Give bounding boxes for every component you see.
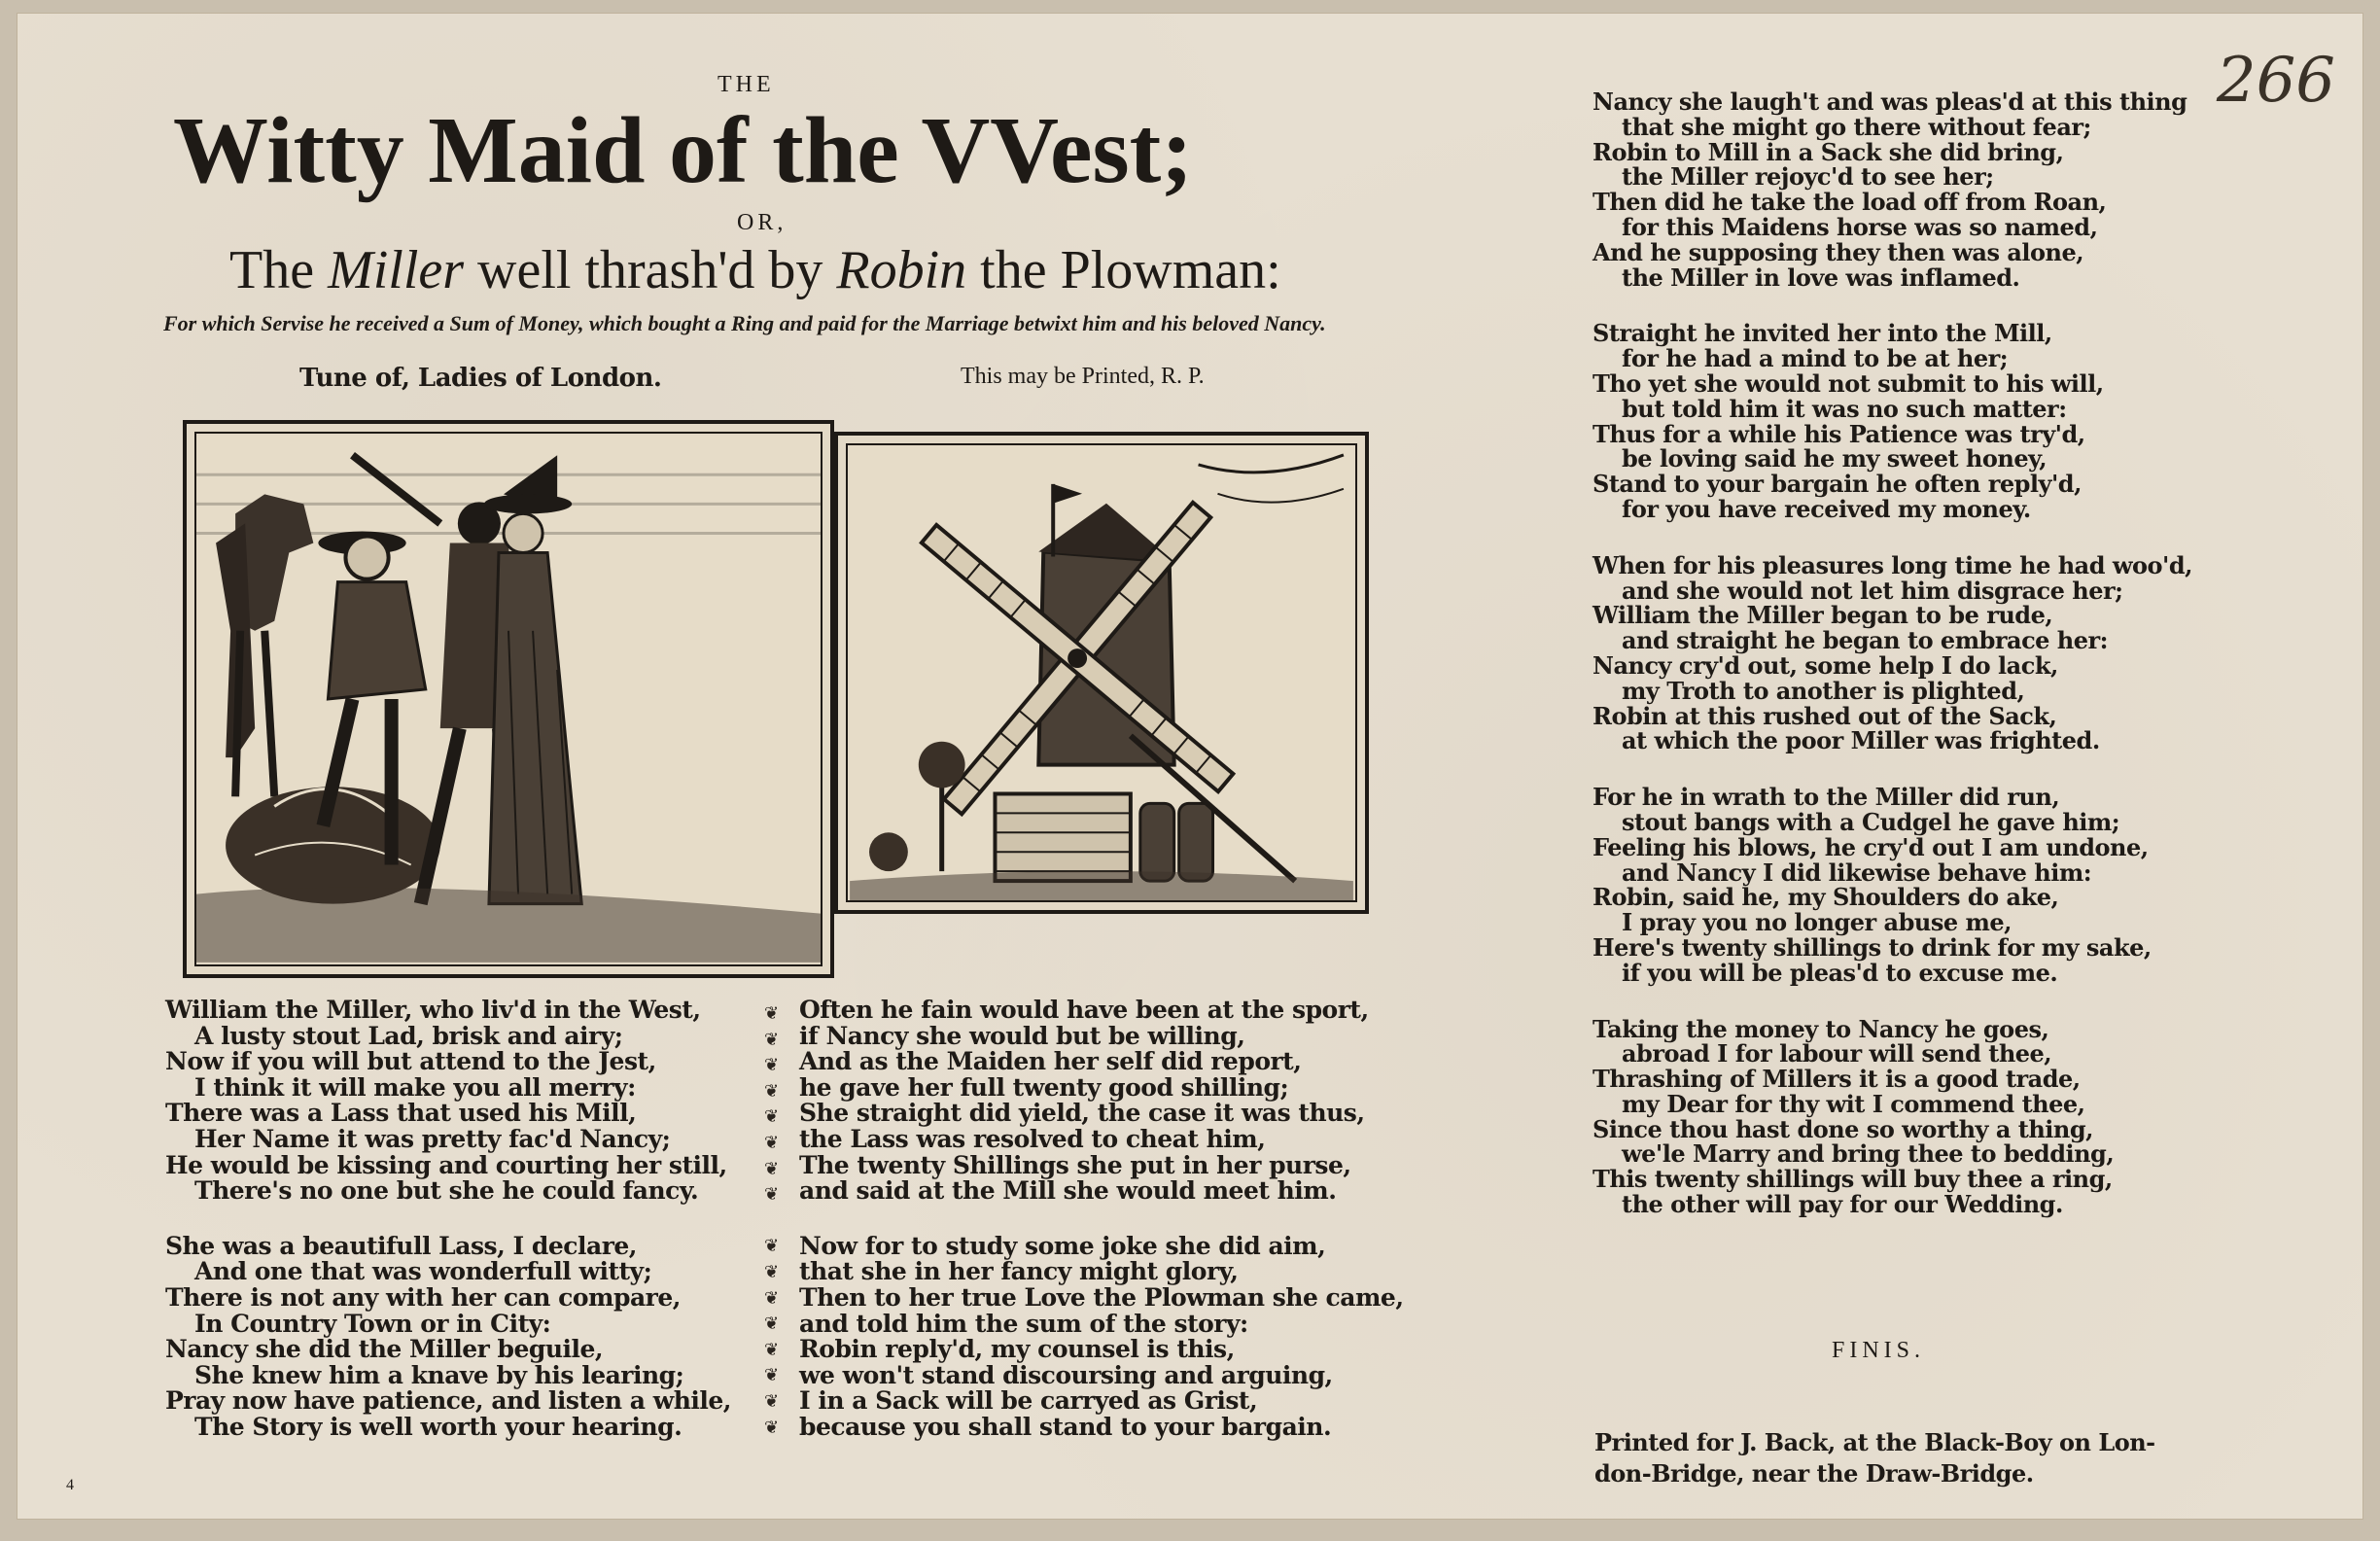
page-title: Witty Maid of the VVest; bbox=[173, 98, 1193, 203]
verse-line: For he in wrath to the Miller did run, bbox=[1592, 783, 2060, 812]
verse-line: we'le Marry and bring thee to bedding, bbox=[1622, 1139, 2115, 1169]
verse-line: A lusty stout Lad, brisk and airy; bbox=[194, 1021, 623, 1050]
verse-line: my Troth to another is plighted, bbox=[1622, 676, 2025, 705]
verse-line: and told him the sum of the story: bbox=[799, 1309, 1248, 1338]
title-or: OR, bbox=[737, 210, 788, 235]
verse-line: Often he fain would have been at the sport, bbox=[799, 996, 1369, 1024]
verse-line: the Miller in love was inflamed. bbox=[1622, 263, 2020, 292]
subtitle-part-2: well thrash'd by bbox=[464, 240, 837, 300]
verse-column-1 bbox=[165, 996, 731, 1470]
verse-line: Thrashing of Millers it is a good trade, bbox=[1592, 1065, 2081, 1094]
stanza bbox=[1592, 550, 2331, 755]
verse-line: for this Maidens horse was so named, bbox=[1622, 212, 2098, 241]
verse-line: that she might go there without fear; bbox=[1622, 112, 2091, 141]
verse-line: In Country Town or in City: bbox=[194, 1309, 551, 1338]
verse-line: Then to her true Love the Plowman she came, bbox=[799, 1282, 1404, 1312]
verse-line: Nancy she laugh't and was pleas'd at this thing bbox=[1592, 88, 2188, 116]
verse-line: William the Miller, who liv'd in the West, bbox=[165, 996, 701, 1024]
woodcut-windmill bbox=[834, 432, 1369, 914]
verse-line: my Dear for thy wit I commend thee, bbox=[1622, 1089, 2085, 1118]
verse-line: Nancy she did the Miller beguile, bbox=[165, 1335, 604, 1364]
stanza bbox=[1592, 1014, 2331, 1219]
finis-mark: FINIS. bbox=[1832, 1338, 1926, 1363]
verse-line: the other will pay for our Wedding. bbox=[1622, 1190, 2063, 1219]
verse-line: the Miller rejoyc'd to see her; bbox=[1622, 162, 1994, 192]
imprint-line-1: Printed for J. Back, at the Black-Boy on Lon- bbox=[1594, 1428, 2155, 1456]
verse-line: Here's twenty shillings to drink for my sake, bbox=[1592, 932, 2152, 962]
printer-imprint bbox=[1594, 1427, 2197, 1489]
stanza bbox=[1592, 89, 2331, 290]
broadside-sheet bbox=[18, 14, 2362, 1519]
stanza bbox=[795, 1231, 1404, 1441]
verse-line: Feeling his blows, he cry'd out I am undone, bbox=[1592, 832, 2149, 861]
verse-line: Nancy cry'd out, some help I do lack, bbox=[1592, 650, 2058, 680]
verse-line: if Nancy she would but be willing, bbox=[799, 1021, 1245, 1050]
imprint-line-2: don-Bridge, near the Draw-Bridge. bbox=[1594, 1459, 2034, 1488]
verse-line: And he supposing they then was alone, bbox=[1592, 237, 2084, 266]
verse-line: Robin to Mill in a Sack she did bring, bbox=[1592, 137, 2064, 166]
fleuron-ornament-icon: ❦ ❦ ❦ ❦ ❦ ❦ ❦ ❦ ❦ ❦ ❦ ❦ ❦ ❦ ❦ ❦ bbox=[764, 1003, 780, 1438]
tune-line: Tune of, Ladies of London. bbox=[299, 364, 662, 393]
verse-line: Robin, said he, my Shoulders do ake, bbox=[1592, 883, 2059, 912]
subtitle-robin: Robin bbox=[836, 240, 967, 300]
verse-line: She was a beautifull Lass, I declare, bbox=[165, 1231, 637, 1260]
verse-line: and said at the Mill she would meet him. bbox=[799, 1176, 1337, 1206]
verse-line: This twenty shillings will buy thee a ring, bbox=[1592, 1165, 2113, 1194]
verse-line: When for his pleasures long time he had woo'd, bbox=[1592, 550, 2193, 579]
verse-line: Straight he invited her into the Mill, bbox=[1592, 319, 2052, 348]
verse-line: abroad I for labour will send thee, bbox=[1622, 1039, 2052, 1068]
verse-line: stout bangs with a Cudgel he gave him; bbox=[1622, 807, 2120, 836]
verse-line: There's no one but she he could fancy. bbox=[194, 1176, 699, 1206]
verse-line: Then did he take the load off from Roan, bbox=[1592, 188, 2107, 217]
subtitle-description: For which Servise he received a Sum of Money, which bought a Ring and paid for the Marriage betwixt him and his beloved Nancy. bbox=[163, 311, 1326, 335]
verse-line: And one that was wonderfull witty; bbox=[194, 1257, 652, 1286]
verse-line: and Nancy I did likewise behave him: bbox=[1622, 858, 2092, 887]
verse-line: he gave her full twenty good shilling; bbox=[799, 1072, 1289, 1102]
verse-line: The Story is well worth your hearing. bbox=[194, 1412, 682, 1441]
verse-line: Now for to study some joke she did aim, bbox=[799, 1231, 1326, 1260]
verse-line: and she would not let him disgrace her; bbox=[1622, 576, 2123, 605]
verse-line: that she in her fancy might glory, bbox=[799, 1257, 1239, 1286]
verse-line: for you have received my money. bbox=[1622, 494, 2031, 523]
subtitle-miller: Miller bbox=[328, 240, 465, 300]
subtitle-part-1: The bbox=[229, 240, 329, 300]
woodcut-windmill-icon bbox=[848, 445, 1355, 900]
verse-line: Stand to your bargain he often reply'd, bbox=[1592, 470, 2082, 499]
verse-line: for he had a mind to be at her; bbox=[1622, 344, 2009, 373]
verse-line: be loving said he my sweet honey, bbox=[1622, 444, 2048, 473]
verse-line: William the Miller began to be rude, bbox=[1592, 601, 2053, 630]
verse-column-3 bbox=[1592, 89, 2331, 1248]
verse-line: She straight did yield, the case it was thus, bbox=[799, 1099, 1365, 1128]
stanza bbox=[1592, 785, 2331, 985]
verse-line: I pray you no longer abuse me, bbox=[1622, 908, 2012, 937]
verse-line: He would be kissing and courting her still, bbox=[165, 1150, 727, 1179]
verse-line: Tho yet she would not submit to his will, bbox=[1592, 368, 2104, 398]
verse-line: Now if you will but attend to the Jest, bbox=[165, 1047, 656, 1076]
verse-line: Robin reply'd, my counsel is this, bbox=[799, 1335, 1235, 1364]
verse-column-2 bbox=[795, 996, 1404, 1470]
title-the: THE bbox=[718, 72, 775, 97]
verse-line: Since thou hast done so worthy a thing, bbox=[1592, 1114, 2093, 1143]
verse-line: And as the Maiden her self did report, bbox=[799, 1047, 1302, 1076]
stanza bbox=[165, 996, 727, 1206]
license-line: This may be Printed, R. P. bbox=[961, 364, 1205, 389]
stanza bbox=[165, 1231, 731, 1441]
verse-line: because you shall stand to your bargain. bbox=[799, 1412, 1332, 1441]
verse-line: and straight he began to embrace her: bbox=[1622, 626, 2109, 655]
verse-line: Pray now have patience, and listen a while, bbox=[165, 1386, 731, 1416]
page-number: 266 bbox=[2216, 45, 2335, 117]
woodcut-thrashing-scene bbox=[183, 420, 834, 978]
stanza bbox=[1592, 321, 2331, 521]
corner-mark: 4 bbox=[66, 1477, 74, 1493]
verse-line: I think it will make you all merry: bbox=[194, 1072, 636, 1102]
verse-line: we won't stand discoursing and arguing, bbox=[799, 1360, 1333, 1389]
subtitle bbox=[229, 240, 1396, 300]
verse-line: There was a Lass that used his Mill, bbox=[165, 1099, 637, 1128]
verse-line: Taking the money to Nancy he goes, bbox=[1592, 1014, 2049, 1043]
verse-line: the Lass was resolved to cheat him, bbox=[799, 1124, 1266, 1153]
verse-line: Thus for a while his Patience was try'd, bbox=[1592, 419, 2085, 448]
verse-line: but told him it was no such matter: bbox=[1622, 394, 2067, 423]
subtitle-part-3: the Plowman: bbox=[966, 240, 1281, 300]
verse-line: She knew him a knave by his learing; bbox=[194, 1360, 684, 1389]
verse-line: Robin at this rushed out of the Sack, bbox=[1592, 701, 2057, 730]
verse-line: I in a Sack will be carryed as Grist, bbox=[799, 1386, 1258, 1416]
stanza bbox=[795, 998, 1379, 1205]
verse-line: There is not any with her can compare, bbox=[165, 1282, 681, 1312]
verse-line: The twenty Shillings she put in her purse, bbox=[799, 1150, 1351, 1179]
verse-line: if you will be pleas'd to excuse me. bbox=[1622, 958, 2058, 987]
verse-line: Her Name it was pretty fac'd Nancy; bbox=[194, 1124, 671, 1153]
verse-line: at which the poor Miller was frighted. bbox=[1622, 726, 2100, 755]
woodcut-thrashing-scene-icon bbox=[196, 434, 821, 964]
